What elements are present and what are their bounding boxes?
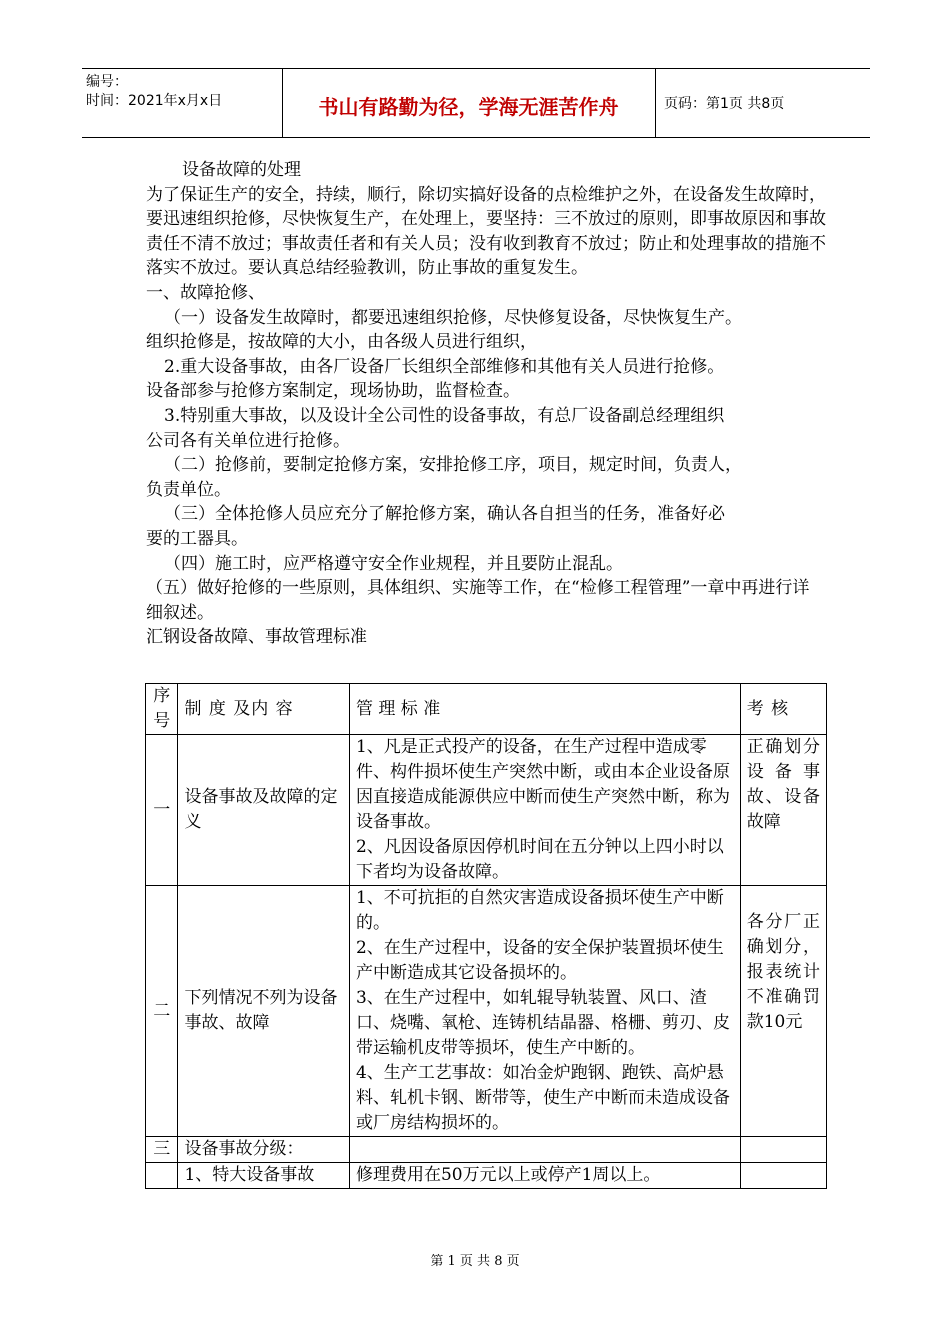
row-check: 正确划分设备事故、设备故障: [740, 735, 826, 886]
paragraph: 设备部参与抢修方案制定，现场协助，监督检查。: [146, 381, 520, 402]
table-title: 汇钢设备故障、事故管理标准: [146, 627, 367, 648]
standard-clause: 4、生产工艺事故：如冶金炉跑钢、跑铁、高炉悬料、轧机卡钢、断带等，使生产中断而未造成设备或厂房结构损坏的。: [355, 1063, 730, 1133]
document-title: 设备故障的处理: [182, 160, 301, 180]
row-check: 各分厂正确划分，报表统计不准确罚款10元: [740, 886, 826, 1137]
document-number-label: 编号：: [86, 74, 128, 90]
paragraph: 2.重大设备事故，由各厂设备厂长组织全部维修和其他有关人员进行抢修。: [164, 356, 725, 377]
standard-clause: 2、凡因设备原因停机时间在五分钟以上四小时以下者均为设备故障。: [355, 837, 724, 882]
standard-clause: 1、不可抗拒的自然灾害造成设备损坏使生产中断的。: [355, 888, 724, 933]
paragraph: 组织抢修是，按故障的大小，由各级人员进行组织，: [146, 332, 537, 353]
header-divider: [655, 69, 656, 137]
paragraph: 负责单位。: [146, 479, 231, 500]
row-item: 设备事故分级：: [178, 1137, 350, 1163]
paragraph: 3.特别重大事故，以及设计全公司性的设备事故，有总厂设备副总经理组织: [164, 405, 725, 426]
table-row: [146, 886, 827, 1137]
table-header-row: [146, 684, 827, 735]
header-meta: [86, 73, 282, 111]
paragraph: （一）设备发生故障时，都要迅速组织抢修，尽快修复设备，尽快恢复生产。: [164, 307, 742, 328]
row-number: [146, 1163, 178, 1189]
row-standard: 修理费用在50万元以上或停产1周以上。: [349, 1163, 740, 1189]
row-item: 下列情况不列为设备事故、故障: [178, 886, 350, 1137]
table-row: [146, 1137, 827, 1163]
header-cell-standard: 管 理 标 准: [349, 684, 740, 735]
header-cell-no: 序号: [146, 684, 178, 735]
paragraph: （二）抢修前，要制定抢修方案，安排抢修工序，项目，规定时间，负责人，: [164, 455, 742, 476]
document-body: [146, 158, 826, 650]
row-standard: [349, 1137, 740, 1163]
table-row: [146, 735, 827, 886]
document-time-label: 时间：2021年x月x日: [86, 93, 223, 109]
standard-clause: 2、在生产过程中，设备的安全保护装置损坏使生产中断造成其它设备损坏的。: [355, 938, 724, 983]
row-number: 二: [146, 886, 178, 1137]
paragraph: 公司各有关单位进行抢修。: [146, 430, 350, 451]
paragraph: 要的工器具。: [146, 528, 248, 549]
row-item: 设备事故及故障的定义: [178, 735, 350, 886]
header-cell-item: 制 度 及内 容: [178, 684, 350, 735]
standard-clause: 3、在生产过程中，如轧辊导轨装置、风口、渣口、烧嘴、氧枪、连铸机结晶器、格栅、剪刃、皮带运输机皮带等损坏，使生产中断的。: [355, 988, 730, 1058]
row-number: 一: [146, 735, 178, 886]
standard-clause: 1、凡是正式投产的设备，在生产过程中造成零件、构件损坏使生产突然中断，或由本企业设备原因直接造成能源供应中断而使生产突然中断，称为设备事故。: [355, 737, 730, 832]
table-row: [146, 1163, 827, 1189]
paragraph: （四）施工时，应严格遵守安全作业规程，并且要防止混乱。: [164, 553, 623, 574]
header-motto: 书山有路勤为径，学海无涯苦作舟: [318, 95, 619, 119]
row-standard: [349, 735, 740, 886]
management-standard-table: [145, 683, 827, 1189]
page-header: [82, 68, 870, 138]
section-heading: 一、故障抢修、: [146, 282, 265, 303]
row-number: 三: [146, 1137, 178, 1163]
row-check: [740, 1163, 826, 1189]
row-check: [740, 1137, 826, 1163]
row-item: 1、特大设备事故: [178, 1163, 350, 1189]
paragraph: （五）做好抢修的一些原则，具体组织、实施等工作，在“检修工程管理”一章中再进行详细叙述。: [146, 578, 810, 623]
row-standard: [349, 886, 740, 1137]
page-footer: 第 1 页 共 8 页: [430, 1254, 520, 1269]
header-page-info: 页码：第1页 共8页: [664, 96, 785, 112]
header-cell-check: 考 核: [740, 684, 826, 735]
intro-paragraph: 为了保证生产的安全，持续，顺行，除切实搞好设备的点检维护之外，在设备发生故障时，要迅速组织抢修，尽快恢复生产，在处理上，要坚持：三不放过的原则，即事故原因和事故责任不清不放过；事故责任者和有关人员；没有收到教育不放过；防止和处理事故的措施不落实不放过。要认真总结经验教训，防止事故的重复发生。: [146, 184, 826, 279]
paragraph: （三）全体抢修人员应充分了解抢修方案，确认各自担当的任务，准备好必: [164, 504, 725, 525]
